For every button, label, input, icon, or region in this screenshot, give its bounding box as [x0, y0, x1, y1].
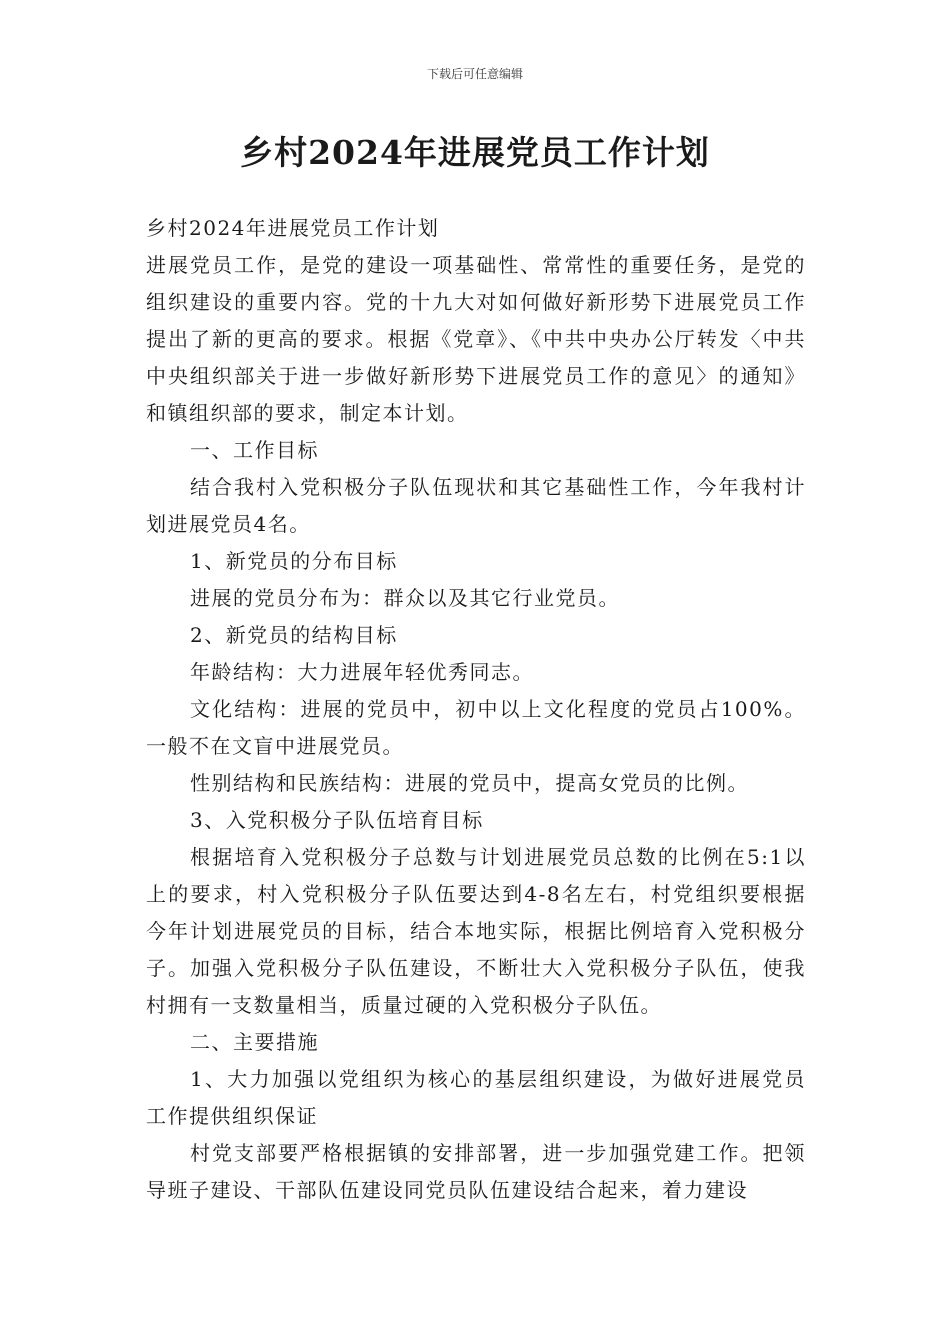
paragraph: 年龄结构：大力进展年轻优秀同志。: [190, 660, 534, 684]
document-body: [146, 210, 806, 1209]
paragraph: 二、主要措施: [190, 1030, 319, 1054]
document-title: 乡村2024年进展党员工作计划: [240, 133, 710, 172]
paragraph: 文化结构：进展的党员中，初中以上文化程度的党员占100%。一般不在文盲中进展党员。: [146, 697, 806, 758]
paragraph: 根据培育入党积极分子总数与计划进展党员总数的比例在5:1以上的要求，村入党积极分子队伍要达到4-8名左右，村党组织要根据今年计划进展党员的目标，结合本地实际，根据比例培育入党积极分子。加强入党积极分子队伍建设，不断壮大入党积极分子队伍，使我村拥有一支数量相当，质量过硬的入党积极分子队伍。: [146, 845, 806, 1017]
paragraph: 1、大力加强以党组织为核心的基层组织建设，为做好进展党员工作提供组织保证: [146, 1067, 806, 1128]
paragraph: 一、工作目标: [190, 438, 319, 462]
paragraph: 结合我村入党积极分子队伍现状和其它基础性工作，今年我村计划进展党员4名。: [146, 475, 806, 536]
paragraph: 乡村2024年进展党员工作计划: [146, 216, 440, 240]
paragraph: 村党支部要严格根据镇的安排部署，进一步加强党建工作。把领导班子建设、干部队伍建设同党员队伍建设结合起来，着力建设: [146, 1141, 806, 1202]
paragraph: 2、新党员的结构目标: [190, 623, 398, 647]
paragraph: 1、新党员的分布目标: [190, 549, 398, 573]
paragraph: 3、入党积极分子队伍培育目标: [190, 808, 484, 832]
paragraph: 进展党员工作，是党的建设一项基础性、常常性的重要任务，是党的组织建设的重要内容。党的十九大对如何做好新形势下进展党员工作提出了新的更高的要求。根据《党章》、《中共中央办公厅转发〈中共中央组织部关于进一步做好新形势下进展党员工作的意见〉的通知》和镇组织部的要求，制定本计划。: [146, 253, 806, 425]
header-note: 下载后可任意编辑: [426, 67, 523, 81]
paragraph: 进展的党员分布为：群众以及其它行业党员。: [190, 586, 620, 610]
paragraph: 性别结构和民族结构：进展的党员中，提高女党员的比例。: [190, 771, 749, 795]
